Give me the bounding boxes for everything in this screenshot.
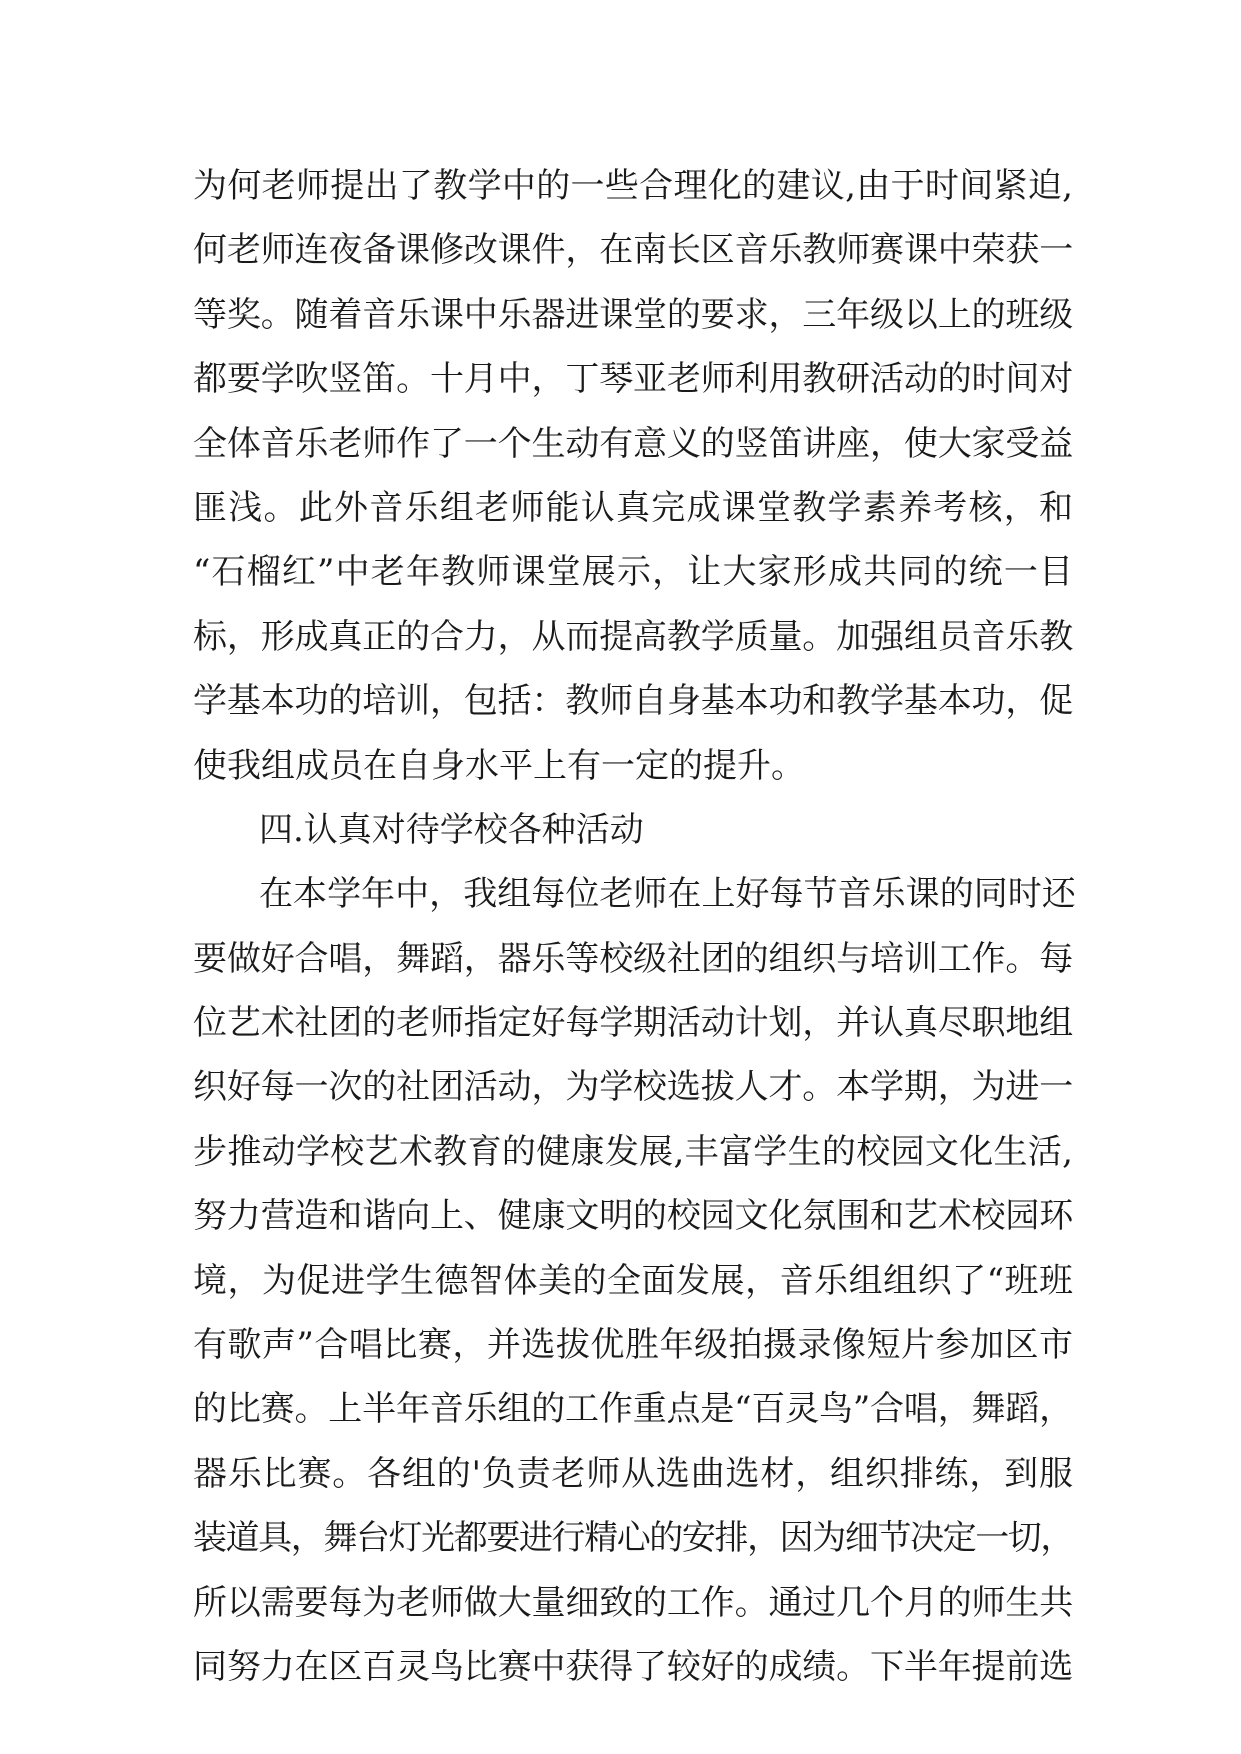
text-line: 器乐比赛。各组的'负责老师从选曲选材，组织排练，到服 bbox=[193, 1453, 1073, 1494]
text-line: 的比赛。上半年音乐组的工作重点是“百灵鸟”合唱，舞蹈， bbox=[193, 1389, 1073, 1430]
text-line: 学基本功的培训，包括：教师自身基本功和教学基本功，促 bbox=[193, 681, 1074, 722]
text-line: 全体音乐老师作了一个生动有意义的竖笛讲座，使大家受益 bbox=[193, 423, 1074, 464]
text-line: 步推动学校艺术教育的健康发展,丰富学生的校园文化生活, bbox=[193, 1131, 1073, 1172]
text-line: 何老师连夜备课修改课件，在南长区音乐教师赛课中荣获一 bbox=[193, 230, 1074, 271]
text-line: 有歌声”合唱比赛，并选拔优胜年级拍摄录像短片参加区市 bbox=[193, 1325, 1073, 1366]
text-line: 织好每一次的社团活动，为学校选拔人才。本学期，为进一 bbox=[193, 1067, 1074, 1108]
text-line: 位艺术社团的老师指定好每学期活动计划，并认真尽职地组 bbox=[193, 1003, 1074, 1044]
text-line: 同努力在区百灵鸟比赛中获得了较好的成绩。下半年提前选 bbox=[193, 1646, 1074, 1687]
text-line: 为何老师提出了教学中的一些合理化的建议,由于时间紧迫, bbox=[193, 166, 1073, 206]
text-line: 境，为促进学生德智体美的全面发展，音乐组组织了“班班 bbox=[193, 1260, 1073, 1301]
section-heading: 四.认真对待学校各种活动 bbox=[259, 809, 644, 850]
text-line: 匪浅。此外音乐组老师能认真完成课堂教学素养考核，和 bbox=[193, 487, 1073, 528]
text-line: 标，形成真正的合力，从而提高教学质量。加强组员音乐教 bbox=[193, 616, 1074, 657]
text-line: 装道具，舞台灯光都要进行精心的安排，因为细节决定一切， bbox=[193, 1518, 1073, 1559]
text-line: 等奖。随着音乐课中乐器进课堂的要求，三年级以上的班级 bbox=[193, 294, 1074, 335]
text-line: 使我组成员在自身水平上有一定的提升。 bbox=[193, 745, 805, 786]
text-line: 努力营造和谐向上、健康文明的校园文化氛围和艺术校园环 bbox=[193, 1196, 1074, 1237]
text-line: 都要学吹竖笛。十月中，丁琴亚老师利用教研活动的时间对 bbox=[193, 359, 1074, 400]
text-line: 要做好合唱，舞蹈，器乐等校级社团的组织与培训工作。每 bbox=[193, 938, 1074, 979]
body-text bbox=[193, 154, 1073, 1699]
text-line: 在本学年中，我组每位老师在上好每节音乐课的同时还 bbox=[259, 874, 1073, 915]
text-line: “石榴红”中老年教师课堂展示，让大家形成共同的统一目 bbox=[193, 552, 1073, 593]
text-line: 所以需要每为老师做大量细致的工作。通过几个月的师生共 bbox=[193, 1582, 1074, 1623]
